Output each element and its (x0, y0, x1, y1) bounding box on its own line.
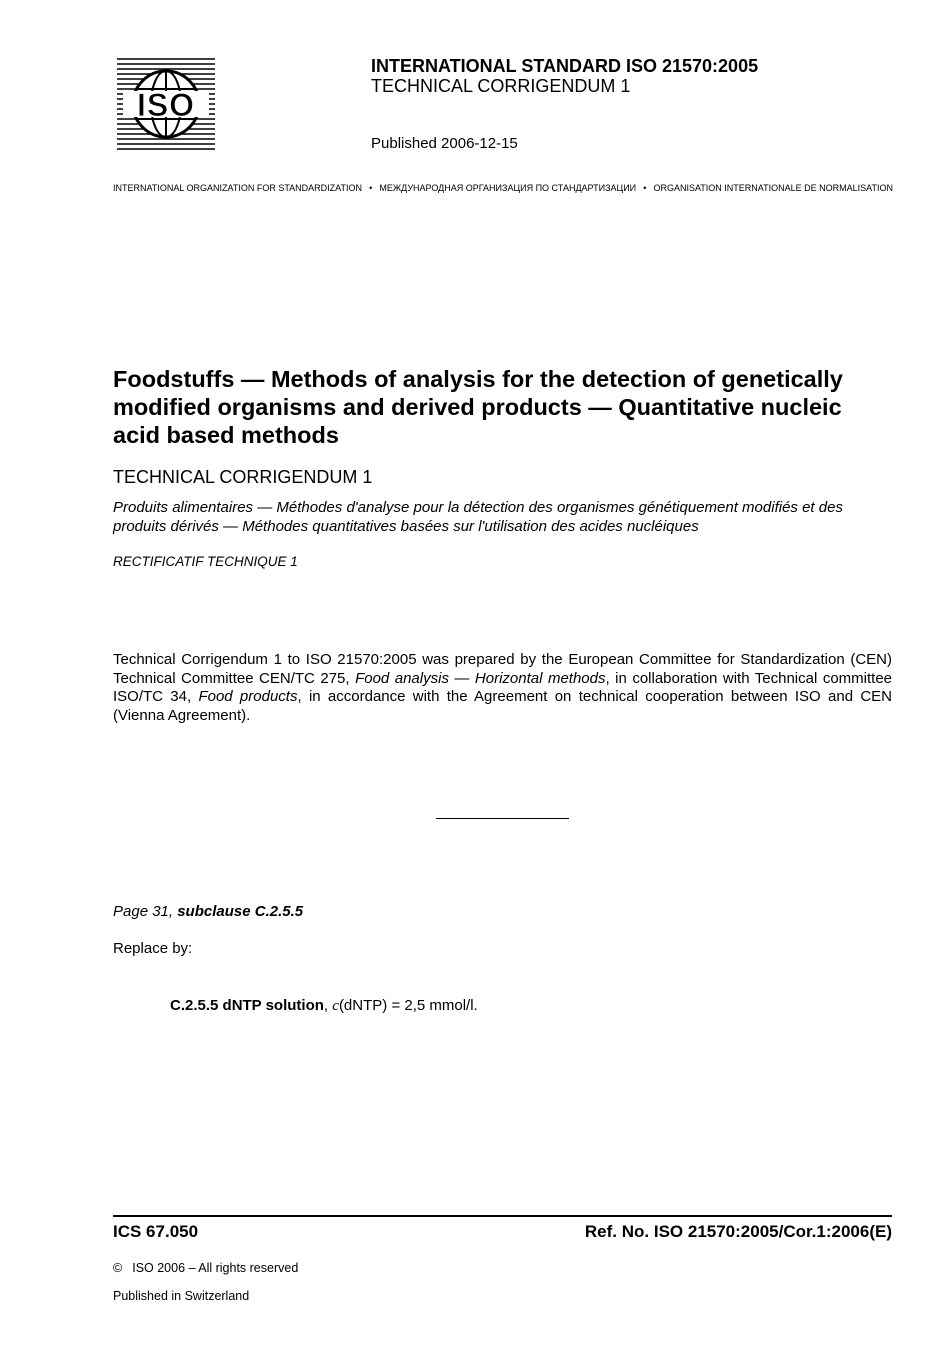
corrigendum-heading: TECHNICAL CORRIGENDUM 1 (113, 467, 373, 487)
published-date: Published 2006-12-15 (371, 135, 518, 152)
french-corrigendum: RECTIFICATIF TECHNIQUE 1 (113, 554, 298, 569)
clause-heading: C.2.5.5 dNTP solution (170, 997, 324, 1014)
svg-text:ISO: ISO (136, 87, 196, 123)
page-ref-text: Page 31, (113, 903, 178, 920)
organization-line (113, 183, 893, 194)
org-name-fr: ORGANISATION INTERNATIONALE DE NORMALISATION (653, 183, 893, 193)
ics-code: ICS 67.050 (113, 1222, 199, 1241)
reference-number: Ref. No. ISO 21570:2005/Cor.1:2006(E) (584, 1222, 892, 1241)
committee-title: Food analysis — Horizontal methods (355, 669, 606, 687)
page-reference (113, 903, 303, 921)
clause-sep: , (323, 997, 333, 1014)
french-title: Produits alimentaires — Méthodes d'analyse pour la détection des organismes génétiquement modifiés et des produits dérivés — Méthodes quantitatives basées sur l'utilisation des acides nucléiques (113, 499, 843, 535)
iso-logo (117, 57, 215, 152)
org-name-en: INTERNATIONAL ORGANIZATION FOR STANDARDIZATION (113, 183, 363, 193)
org-name-ru: МЕЖДУНАРОДНАЯ ОРГАНИЗАЦИЯ ПО СТАНДАРТИЗАЦИИ (379, 183, 637, 193)
concentration-variable: c (332, 998, 339, 1014)
copyright-notice (113, 1261, 298, 1276)
iso-logo-icon (117, 57, 215, 152)
foreword-paragraph (113, 651, 892, 725)
replace-instruction: Replace by: (113, 940, 193, 957)
bullet-separator: • (369, 183, 373, 193)
para-text: , in accordance with the Agreement on technical cooperation between ISO and CEN (Vienna Agreement). (113, 688, 893, 724)
published-in: Published in Switzerland (113, 1289, 250, 1303)
para-text: Technical Corrigendum 1 to ISO 21570:2005 was prepared by the European Committee for Standardization (CEN) Technical Committee CEN/TC 275, (113, 651, 892, 687)
bullet-separator: • (643, 183, 647, 193)
corrigendum-label: TECHNICAL CORRIGENDUM 1 (371, 76, 631, 96)
subclause-ref: subclause C.2.5.5 (177, 903, 304, 920)
copyright-text: ISO 2006 – All rights reserved (132, 1261, 299, 1275)
standard-title: INTERNATIONAL STANDARD ISO 21570:2005 (371, 56, 759, 76)
footer-rule (113, 1215, 892, 1217)
section-divider (436, 818, 569, 819)
para-text: , in collaboration with Technical committee ISO/TC 34, (113, 669, 892, 705)
clause-text (170, 997, 478, 1015)
clause-value: (dNTP) = 2,5 mmol/l. (338, 997, 478, 1014)
copyright-icon: © (113, 1261, 123, 1275)
document-title: Foodstuffs — Methods of analysis for the detection of genetically modified organisms and derived products — Quantitative nucleic acid based methods (113, 366, 843, 448)
committee-title: Food products (198, 688, 298, 705)
